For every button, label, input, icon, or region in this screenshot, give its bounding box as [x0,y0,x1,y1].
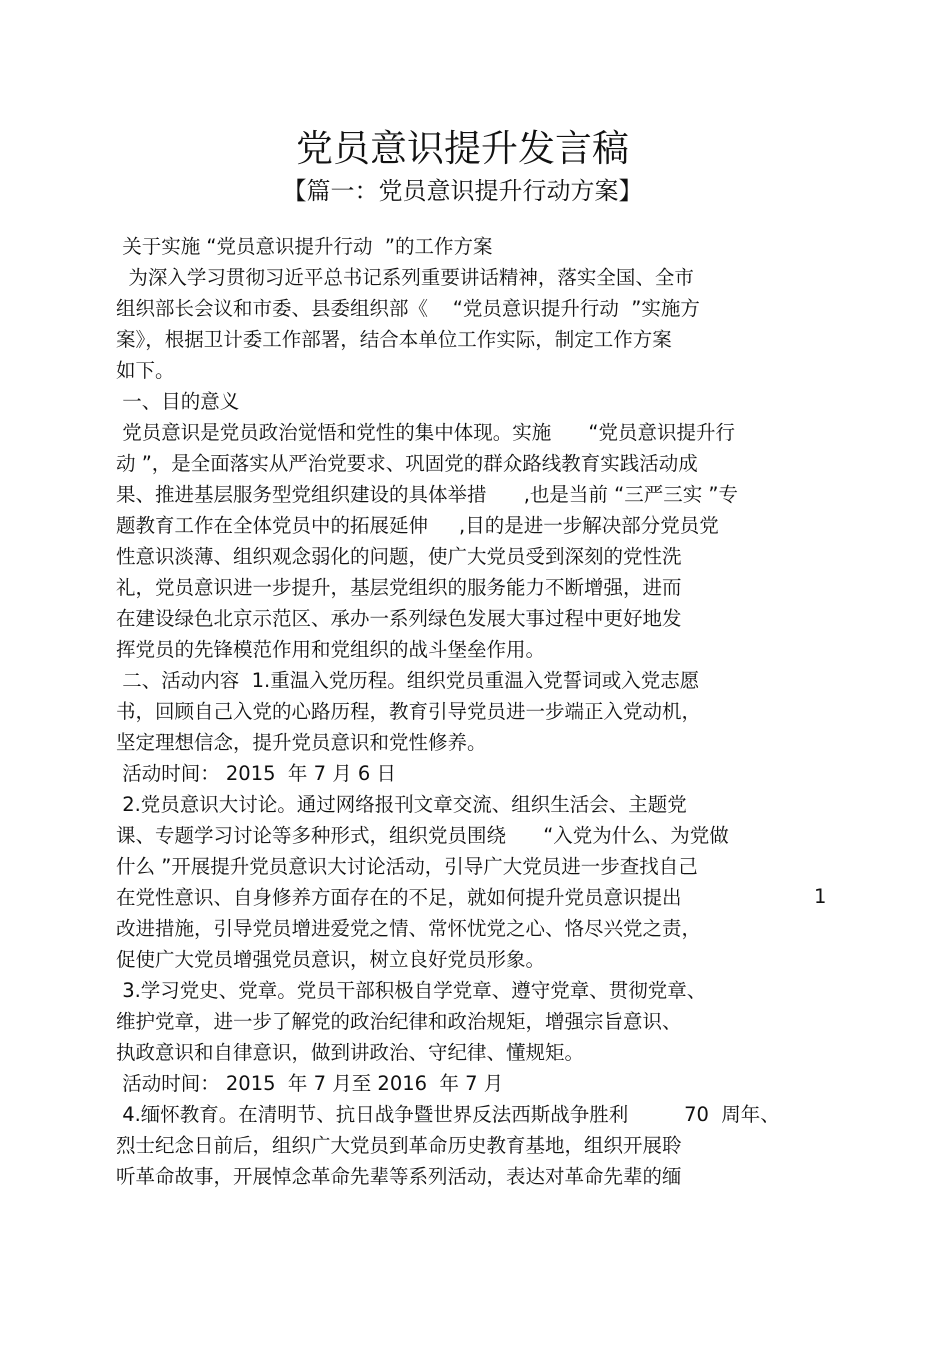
text-line: 3.学习党史、党章。党员干部积极自学党章、遵守党章、贯彻党章、 [116,979,707,1002]
document-subtitle: 【篇一：党员意识提升行动方案】 [282,177,643,205]
text-line: 维护党章，进一步了解党的政治纪律和政治规矩，增强宗旨意识、 [116,1010,682,1033]
text-line: 书，回顾自己入党的心路历程，教育引导党员进一步端正入党动机， [116,700,702,723]
text-line: 促使广大党员增强党员意识，树立良好党员形象。 [116,948,546,971]
text-line: 果、推进基层服务型党组织建设的具体举措 ,也是当前 “三严三实 ”专 [116,483,738,506]
text-line: 烈士纪念日前后，组织广大党员到革命历史教育基地，组织开展聆 [116,1134,682,1157]
text-line: 动 ”，是全面落实从严治党要求、巩固党的群众路线教育实践活动成 [116,452,698,475]
text-line: 在建设绿色北京示范区、承办一系列绿色发展大事过程中更好地发 [116,607,682,630]
text-line: 组织部长会议和市委、县委组织部《 “党员意识提升行动 ”实施方 [116,297,700,320]
text-line: 为深入学习贯彻习近平总书记系列重要讲话精神，落实全国、全市 [116,266,694,289]
activity-time: 活动时间： 2015 年 7 月至 2016 年 7 月 [116,1072,504,1095]
text-line: 什么 ”开展提升党员意识大讨论活动，引导广大党员进一步查找自己 [116,855,698,878]
text-line: 关于实施 “党员意识提升行动 ”的工作方案 [116,235,493,258]
section-heading: 二、活动内容 1.重温入党历程。组织党员重温入党誓词或入党志愿 [116,669,700,692]
text-line: 礼，党员意识进一步提升，基层党组织的服务能力不断增强，进而 [116,576,682,599]
text-line: 听革命故事，开展悼念革命先辈等系列活动，表达对革命先辈的缅 [116,1165,682,1188]
text-line: 坚定理想信念，提升党员意识和党性修养。 [116,731,487,754]
document-title: 党员意识提升发言稿 [296,127,629,170]
text-line: 案》，根据卫计委工作部署，结合本单位工作实际，制定工作方案 [116,328,672,351]
text-line: 执政意识和自律意识，做到讲政治、守纪律、懂规矩。 [116,1041,585,1064]
text-line: 在党性意识、自身修养方面存在的不足，就如何提升党员意识提出 [116,886,682,909]
text-line: 课、专题学习讨论等多种形式，组织党员围绕 “入党为什么、为党做 [116,824,729,847]
text-line: 4.缅怀教育。在清明节、抗日战争暨世界反法西斯战争胜利 70 周年、 [116,1103,780,1126]
text-line: 题教育工作在全体党员中的拓展延伸 ,目的是进一步解决部分党员党 [116,514,719,537]
text-line: 如下。 [116,359,175,382]
text-line: 性意识淡薄、组织观念弱化的问题，使广大党员受到深刻的党性洗 [116,545,682,568]
section-heading: 一、目的意义 [116,390,240,413]
activity-time: 活动时间： 2015 年 7 月 6 日 [116,762,397,785]
text-line: 挥党员的先锋模范作用和党组织的战斗堡垒作用。 [116,638,546,661]
text-line: 党员意识是党员政治觉悟和党性的集中体现。实施 “党员意识提升行 [116,421,735,444]
page-number: 1 [814,885,827,908]
text-line: 2.党员意识大讨论。通过网络报刊文章交流、组织生活会、主题党 [116,793,687,816]
text-line: 改进措施，引导党员增进爱党之情、常怀忧党之心、恪尽兴党之责， [116,917,702,940]
